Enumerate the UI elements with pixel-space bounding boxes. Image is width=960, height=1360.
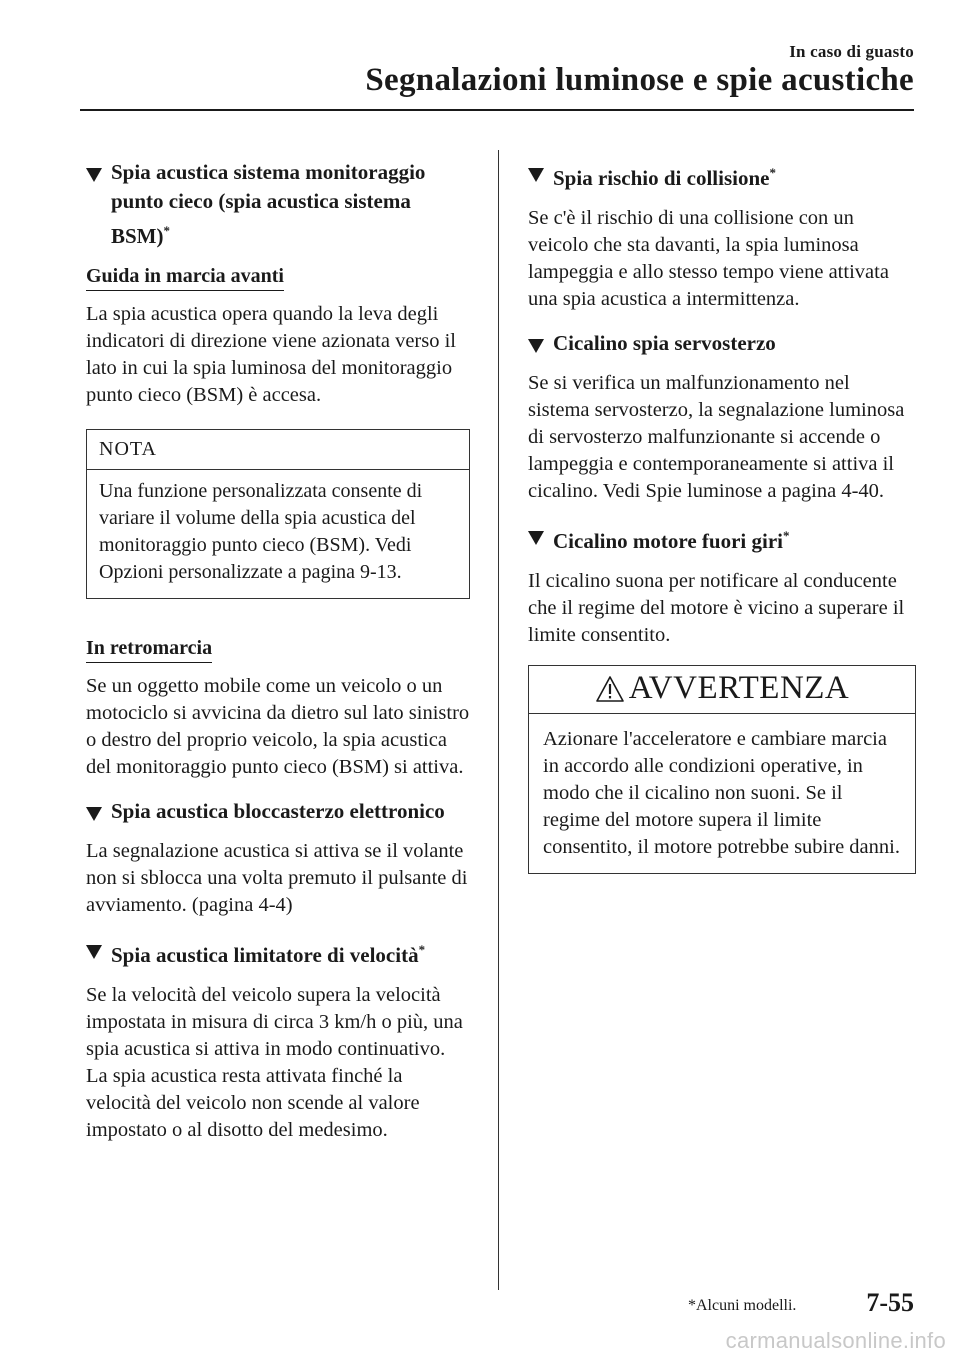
subheading-reverse: In retromarcia	[86, 635, 212, 663]
header-divider	[80, 109, 914, 111]
section-heading-bsm: Spia acustica sistema monitoraggio punto cieco (spia acustica sistema BSM)*	[86, 158, 470, 251]
section-heading-speed-limiter: Spia acustica limitatore di velocità*	[86, 935, 470, 970]
warning-box	[528, 665, 916, 874]
triangle-bullet-icon	[528, 339, 544, 353]
note-title: NOTA	[87, 430, 469, 470]
note-box	[86, 429, 470, 599]
left-column	[86, 158, 470, 1160]
footnote: *Alcuni modelli.	[688, 1297, 797, 1314]
right-column	[528, 158, 916, 874]
paragraph-reverse: Se un oggetto mobile come un veicolo o un motociclo si avvicina da dietro sul lato sinistro o destro del proprio veicolo, la spia acustica del monitoraggio punto cieco (BSM) si attiva.	[86, 675, 470, 778]
section-heading-collision: Spia rischio di collisione*	[528, 158, 916, 193]
paragraph-forward: La spia acustica opera quando la leva degli indicatori di direzione viene azionata verso il lato in cui la spia luminosa del monitoraggio punto cieco (BSM) è accesa.	[86, 303, 456, 406]
warning-triangle-icon	[595, 675, 625, 703]
chapter-label: In caso di guasto	[789, 42, 914, 61]
triangle-bullet-icon	[86, 807, 102, 821]
section-heading-over-rev: Cicalino motore fuori giri*	[528, 521, 916, 556]
subheading-forward: Guida in marcia avanti	[86, 263, 284, 291]
paragraph-over-rev: Il cicalino suona per notificare al conducente che il regime del motore è vicino a superare il limite consentito.	[528, 570, 905, 646]
warning-title: AVVERTENZA	[529, 666, 915, 714]
triangle-bullet-icon	[86, 945, 102, 959]
note-body: Una funzione personalizzata consente di variare il volume della spia acustica del monitoraggio punto cieco (BSM). Vedi Opzioni personalizzate a pagina 9-13.	[99, 480, 423, 583]
paragraph-power-steering: Se si verifica un malfunzionamento nel sistema servosterzo, la segnalazione luminosa di servosterzo malfunzionante si accende o lampeggia e contemporaneamente si attiva il cicalino. Vedi Spie luminose a pagina 4-40.	[528, 372, 905, 502]
watermark: carmanualsonline.info	[725, 1328, 946, 1353]
section-heading-power-steering: Cicalino spia servosterzo	[528, 329, 916, 358]
paragraph-steering-lock: La segnalazione acustica si attiva se il volante non si sblocca una volta premuto il pulsante di avviamento. (pagina 4-4)	[86, 840, 468, 916]
triangle-bullet-icon	[86, 168, 102, 182]
column-divider	[498, 150, 499, 1290]
triangle-bullet-icon	[528, 531, 544, 545]
warning-body: Azionare l'acceleratore e cambiare marcia in accordo alle condizioni operative, in modo che il cicalino non suoni. Se il regime del motore supera il limite consentito, il motore potrebbe subire danni.	[543, 728, 900, 858]
page-title: Segnalazioni luminose e spie acustiche	[365, 62, 914, 98]
paragraph-collision: Se c'è il rischio di una collisione con un veicolo che sta davanti, la spia luminosa lampeggia e allo stesso tempo viene attivata una spia acustica a intermittenza.	[528, 207, 889, 310]
section-heading-steering-lock: Spia acustica bloccasterzo elettronico	[86, 797, 470, 826]
page-number: 7-55	[866, 1288, 914, 1317]
paragraph-speed-limiter: Se la velocità del veicolo supera la velocità impostata in misura di circa 3 km/h o più, una spia acustica si attiva in modo continuativo. La spia acustica resta attivata finché la velocità del veicolo non scende al valore impostato o al disotto del medesimo.	[86, 984, 463, 1141]
triangle-bullet-icon	[528, 168, 544, 182]
